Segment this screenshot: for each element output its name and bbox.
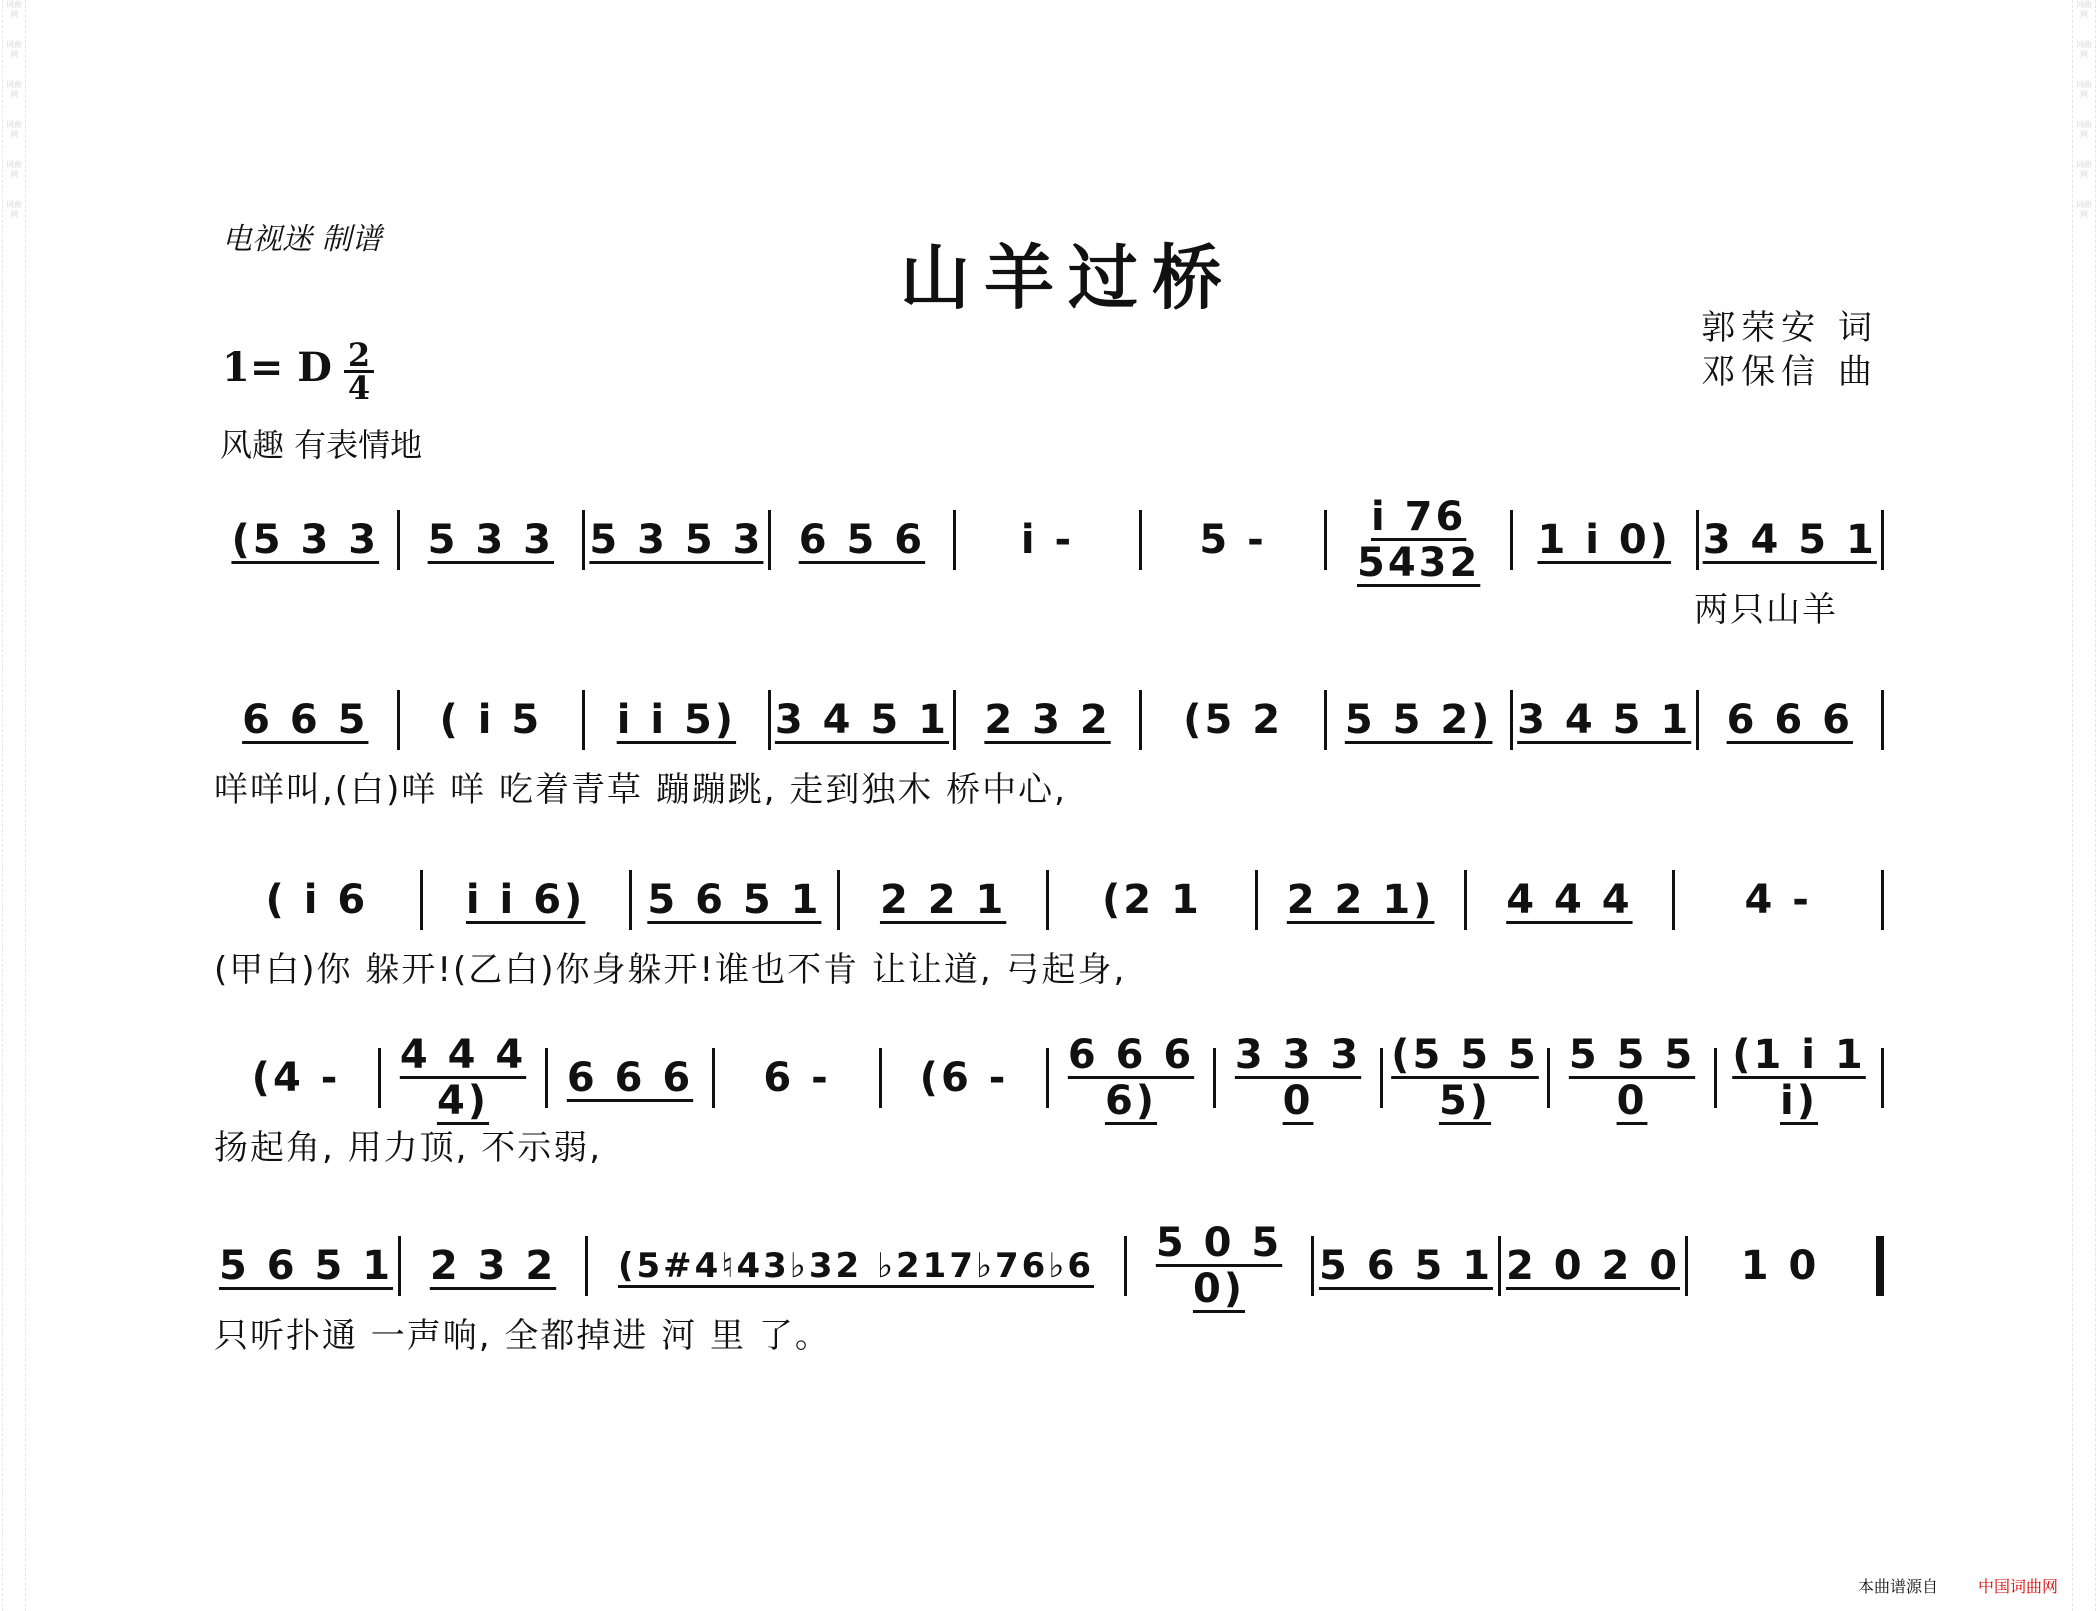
measure: 5 5 5 0 — [1568, 1032, 1696, 1124]
measure: 2 2 1 — [879, 877, 1007, 923]
staff-system-1 — [214, 494, 1884, 630]
staff-system-3 — [214, 870, 1884, 990]
score-maker: 电视迷 制谱 — [222, 222, 382, 257]
watermark-text: 词曲网 — [2076, 80, 2092, 99]
notes-row — [214, 870, 1884, 930]
measure: 2 3 2 — [429, 1243, 557, 1289]
watermark-strip-left — [2, 0, 26, 1611]
measure: ( i 5 — [439, 697, 543, 743]
measure: 5 3 3 — [427, 517, 555, 563]
measure: (5 3 3 — [231, 517, 380, 563]
measure: 6 5 6 — [798, 517, 926, 563]
barline — [1881, 870, 1884, 930]
measure: ( i 6 — [265, 877, 369, 923]
barline — [1881, 690, 1884, 750]
measure: (5#4♮43♭32 ♭217♭76♭6 — [617, 1246, 1095, 1286]
barline — [1881, 1048, 1884, 1108]
watermark-text: 词曲网 — [6, 80, 22, 99]
watermark-text: 词曲网 — [6, 40, 22, 59]
measure: 3 4 5 1 — [1517, 697, 1692, 743]
watermark-text: 词曲网 — [2076, 0, 2092, 19]
measure: 1 i 0) — [1537, 517, 1671, 563]
measure: (1 i 1 i) — [1732, 1032, 1866, 1124]
lyricist-credit: 郭荣安 词 — [1701, 308, 1878, 348]
measure: 3 4 5 1 — [1702, 517, 1877, 563]
watermark-text: 词曲网 — [6, 160, 22, 179]
measure: 4 4 4 4) — [399, 1032, 527, 1124]
measure: i 76 5432 — [1356, 494, 1481, 586]
measure: 6 6 6 6) — [1067, 1032, 1195, 1124]
measure: 3 4 5 1 — [774, 697, 950, 743]
meter-bottom: 4 — [347, 369, 371, 407]
final-barline — [1876, 1236, 1884, 1296]
watermark-strip-right — [2072, 0, 2096, 1611]
measure: (5 2 — [1183, 697, 1284, 743]
lyrics-line: 只听扑通 一声响, 全都掉进 河 里 了。 — [214, 1316, 831, 1356]
watermark-text: 词曲网 — [2076, 200, 2092, 219]
measure: i i 5) — [616, 697, 737, 743]
measure: 6 - — [763, 1055, 831, 1101]
measure: 5 6 5 1 — [1318, 1243, 1494, 1289]
measure: (2 1 — [1101, 877, 1202, 923]
time-signature — [344, 336, 374, 407]
measure: 5 6 5 1 — [647, 877, 822, 923]
measure: 2 2 1) — [1286, 877, 1435, 923]
measure: 5 - — [1199, 517, 1267, 563]
tempo-marking: 风趣 有表情地 — [220, 426, 423, 464]
measure: 2 0 2 0 — [1505, 1243, 1681, 1289]
watermark-text: 词曲网 — [6, 200, 22, 219]
meter-top: 2 — [344, 340, 374, 373]
watermark-text: 词曲网 — [6, 120, 22, 139]
measure: (4 - — [251, 1055, 341, 1101]
measure: 3 3 3 0 — [1234, 1032, 1362, 1124]
measure: 6 6 6 — [566, 1055, 694, 1101]
notes-row — [214, 1220, 1884, 1312]
lyrics-line: 扬起角, 用力顶, 不示弱, — [214, 1128, 603, 1168]
lyrics-line: (甲白)你 躲开!(乙白)你身躲开!谁也不肯 让让道, 弓起身, — [214, 950, 1127, 990]
notes-row — [214, 690, 1884, 750]
lyrics-line: 两只山羊 — [1694, 590, 1838, 630]
barline — [1881, 510, 1884, 570]
measure: 5 3 5 3 — [589, 517, 764, 563]
footer-source: 本曲谱源自 — [1857, 1577, 1938, 1596]
watermark-text: 词曲网 — [2076, 160, 2092, 179]
measure: 4 4 4 — [1506, 877, 1633, 923]
watermark-text: 词曲网 — [2076, 40, 2092, 59]
measure: 5 6 5 1 — [218, 1243, 394, 1289]
composer-credit: 邓保信 曲 — [1701, 352, 1878, 392]
notes-row — [214, 1032, 1884, 1124]
measure: i i 6) — [465, 877, 586, 923]
measure: (5 5 5 5) — [1391, 1032, 1539, 1124]
measure: 6 6 6 — [1726, 697, 1853, 743]
measure: 1 0 — [1740, 1243, 1820, 1289]
measure: 2 3 2 — [984, 697, 1111, 743]
song-title: 山羊过桥 — [900, 236, 1236, 319]
measure: (6 - — [919, 1055, 1009, 1101]
measure: 5 5 2) — [1344, 697, 1493, 743]
key-signature: 1= D — [222, 344, 332, 391]
staff-system-2 — [214, 690, 1884, 810]
measure: 5 0 5 0) — [1155, 1220, 1283, 1312]
footer-site-link[interactable]: 中国词曲网 — [1977, 1577, 2058, 1596]
measure: 6 6 5 — [242, 697, 369, 743]
watermark-text: 词曲网 — [2076, 120, 2092, 139]
lyrics-line: 咩咩叫,(白)咩 咩 吃着青草 蹦蹦跳, 走到独木 桥中心, — [214, 770, 1067, 810]
watermark-text: 词曲网 — [6, 0, 22, 19]
notes-row — [214, 494, 1884, 586]
staff-system-4 — [214, 1032, 1884, 1168]
staff-system-5 — [214, 1220, 1884, 1356]
measure: i - — [1020, 517, 1075, 563]
measure: 4 - — [1744, 877, 1812, 923]
